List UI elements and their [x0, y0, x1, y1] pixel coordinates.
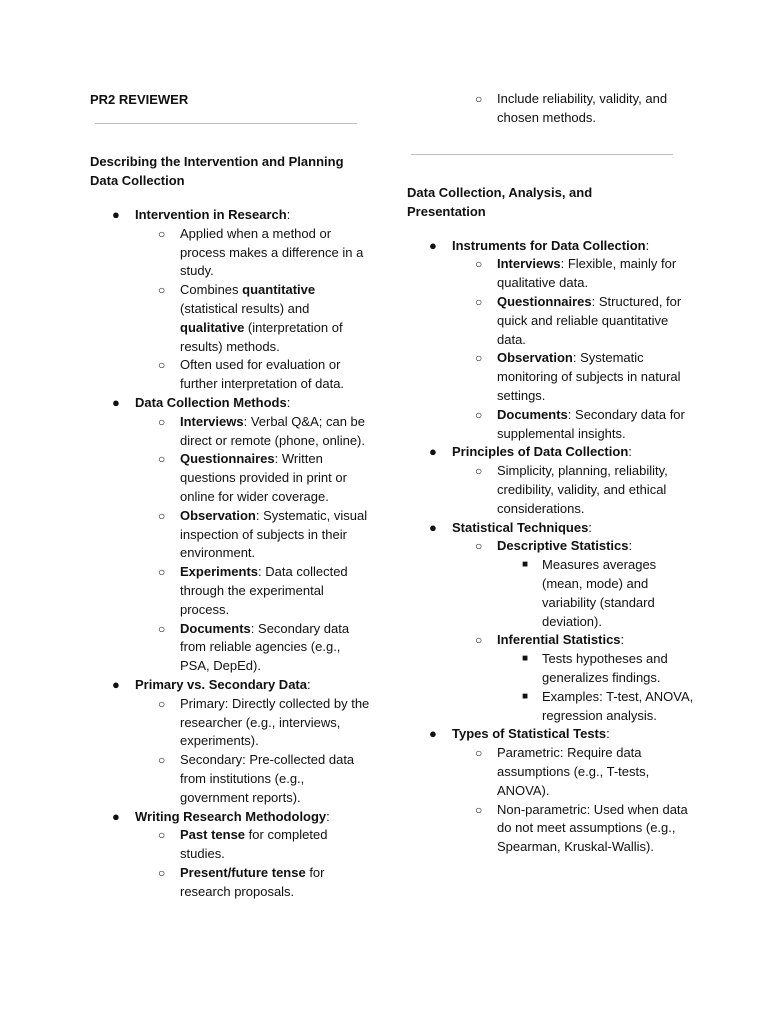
item-term: Documents: [180, 620, 251, 636]
list-item: [407, 556, 697, 631]
item-text: Simplicity, planning, reliability, credibility, validity, and ethical considerations.: [497, 463, 668, 516]
circle-bullet-icon: ○: [158, 226, 166, 241]
item-term: Questionnaires: [180, 451, 275, 467]
list-item: [407, 406, 697, 444]
list-item: [90, 281, 370, 356]
item-label: Intervention in Research: [135, 207, 287, 222]
circle-bullet-icon: ○: [158, 828, 166, 843]
item-text: Applied when a method or process makes a difference in a study.: [180, 225, 364, 279]
circle-bullet-icon: ○: [158, 696, 166, 711]
bullet-icon: ●: [112, 207, 120, 222]
circle-bullet-icon: ○: [475, 746, 483, 761]
circle-bullet-icon: ○: [475, 257, 483, 272]
item-text: Include reliability, validity, and chosen methods.: [497, 91, 668, 125]
item-text: Often used for evaluation or further interpretation of data.: [180, 357, 345, 392]
square-bullet-icon: ■: [522, 653, 529, 665]
circle-bullet-icon: ○: [158, 865, 166, 880]
list-item: [407, 462, 697, 518]
item-label: Primary vs. Secondary Data: [135, 676, 307, 692]
section-heading: Data Collection, Analysis, and Presentation: [407, 184, 593, 219]
page-title: PR2 REVIEWER: [90, 92, 189, 107]
item-term: Interviews: [497, 256, 561, 272]
item-term: Observation: [180, 507, 256, 523]
list-item: ● Statistical Techniques:: [407, 519, 697, 538]
item-term: Inferential Statistics: [497, 632, 621, 648]
item-text: Non-parametric: Used when data do not meet assumptions (e.g., Spearman, Kruskal-Wallis).: [497, 801, 688, 855]
list-item: [90, 563, 370, 619]
section-heading: Describing the Intervention and Planning Data Collection: [90, 154, 344, 188]
list-item: [407, 744, 697, 800]
bullet-icon: ●: [112, 808, 120, 824]
divider: [95, 123, 357, 124]
bullet-icon: ●: [429, 519, 437, 535]
item-term: Experiments: [180, 564, 259, 580]
item-label: Statistical Techniques: [452, 519, 589, 535]
right-column: [407, 90, 697, 857]
square-bullet-icon: ■: [522, 559, 529, 571]
list-item: ● Primary vs. Secondary Data:: [90, 676, 370, 695]
list-item: [90, 225, 370, 281]
item-label: Principles of Data Collection: [452, 444, 629, 460]
carryover-list: [407, 90, 697, 128]
item-text: (interpretation of results) methods.: [180, 319, 343, 354]
list-item: [407, 801, 697, 857]
list-item: ○ Inferential Statistics:: [407, 631, 697, 650]
item-term: Present/future tense: [180, 864, 306, 880]
list-item: ● Types of Statistical Tests:: [407, 725, 697, 744]
item-term: quantitative: [242, 282, 316, 298]
bullet-icon: ●: [112, 394, 120, 410]
list-item: [90, 751, 370, 807]
list-item: [90, 507, 370, 563]
list-item: [407, 293, 697, 349]
item-text: Measures averages (mean, mode) and variability (standard deviation).: [542, 557, 657, 629]
circle-bullet-icon: ○: [158, 621, 166, 636]
list-item: ● Instruments for Data Collection:: [407, 237, 697, 256]
list-item: [90, 620, 370, 676]
circle-bullet-icon: ○: [475, 633, 483, 648]
item-label: Data Collection Methods: [135, 394, 287, 410]
item-text: : Structured, for quick and reliable quantitative data.: [497, 293, 682, 347]
bullet-icon: ●: [112, 676, 120, 692]
circle-bullet-icon: ○: [475, 407, 483, 422]
list-item: ○ Descriptive Statistics:: [407, 537, 697, 556]
bullet-icon: ●: [429, 444, 437, 460]
list-item: [407, 650, 697, 688]
item-text: Examples: T-test, ANOVA, regression analysis.: [542, 688, 694, 723]
item-text: Primary: Directly collected by the researcher (e.g., interviews, experiments).: [180, 695, 370, 749]
item-label: Types of Statistical Tests: [452, 726, 607, 742]
item-text: : Verbal Q&A; can be direct or remote (phone, online).: [180, 413, 365, 448]
circle-bullet-icon: ○: [158, 753, 166, 768]
item-text: : Secondary data for supplemental insights.: [497, 406, 685, 441]
item-term: qualitative: [180, 319, 245, 335]
item-text: (statistical results) and: [180, 300, 310, 316]
item-term: Interviews: [180, 413, 244, 429]
item-text: : Systematic monitoring of subjects in natural settings.: [497, 350, 681, 403]
list-item: [90, 826, 370, 864]
circle-bullet-icon: ○: [475, 802, 483, 817]
bullet-icon: ●: [429, 726, 437, 742]
list-item: [90, 450, 370, 506]
item-text: Combines: [180, 282, 243, 298]
circle-bullet-icon: ○: [158, 452, 166, 467]
item-term: Questionnaires: [497, 293, 592, 309]
list-item: ● Data Collection Methods:: [90, 394, 370, 413]
list-item: [407, 688, 697, 726]
circle-bullet-icon: ○: [475, 464, 483, 479]
item-term: Descriptive Statistics: [497, 538, 629, 554]
item-text: for completed studies.: [180, 827, 328, 862]
item-text: Tests hypotheses and generalizes findings.: [542, 651, 668, 685]
item-text: Secondary: Pre-collected data from institutions (e.g., government reports).: [180, 752, 355, 805]
item-label: Writing Research Methodology: [135, 808, 327, 824]
list-item: [407, 349, 697, 405]
circle-bullet-icon: ○: [475, 539, 483, 554]
circle-bullet-icon: ○: [158, 565, 166, 580]
item-label: Instruments for Data Collection: [452, 237, 646, 253]
item-text: : Systematic, visual inspection of subjects in their environment.: [180, 507, 368, 561]
list-item: [90, 356, 370, 394]
item-text: : Secondary data from reliable agencies (e.g., PSA, DepEd).: [180, 620, 350, 674]
left-column: [90, 90, 370, 901]
circle-bullet-icon: ○: [158, 358, 166, 373]
square-bullet-icon: ■: [522, 690, 529, 702]
circle-bullet-icon: ○: [475, 351, 483, 366]
circle-bullet-icon: ○: [158, 414, 166, 429]
item-text: : Written questions provided in print or online for wider coverage.: [180, 451, 347, 504]
list-item: [90, 695, 370, 751]
circle-bullet-icon: ○: [475, 294, 483, 309]
list-item: [407, 90, 697, 128]
list-item: [90, 864, 370, 902]
list-item: ● Intervention in Research:: [90, 206, 370, 225]
item-text: : Flexible, mainly for qualitative data.: [497, 256, 677, 291]
section-list: [90, 206, 370, 901]
item-term: Observation: [497, 350, 573, 366]
list-item: [407, 255, 697, 293]
circle-bullet-icon: ○: [475, 92, 483, 106]
list-item: [90, 413, 370, 451]
item-term: Documents: [497, 406, 568, 422]
item-text: for research proposals.: [180, 864, 325, 899]
bullet-icon: ●: [429, 237, 437, 253]
item-term: Past tense: [180, 827, 246, 843]
section-list: [407, 237, 697, 857]
item-text: Parametric: Require data assumptions (e.g., T-tests, ANOVA).: [497, 745, 650, 798]
item-text: : Data collected through the experimental process.: [180, 564, 348, 617]
divider: [411, 154, 673, 155]
list-item: ● Principles of Data Collection:: [407, 443, 697, 462]
circle-bullet-icon: ○: [158, 283, 166, 298]
circle-bullet-icon: ○: [158, 508, 166, 523]
list-item: ● Writing Research Methodology:: [90, 808, 370, 827]
